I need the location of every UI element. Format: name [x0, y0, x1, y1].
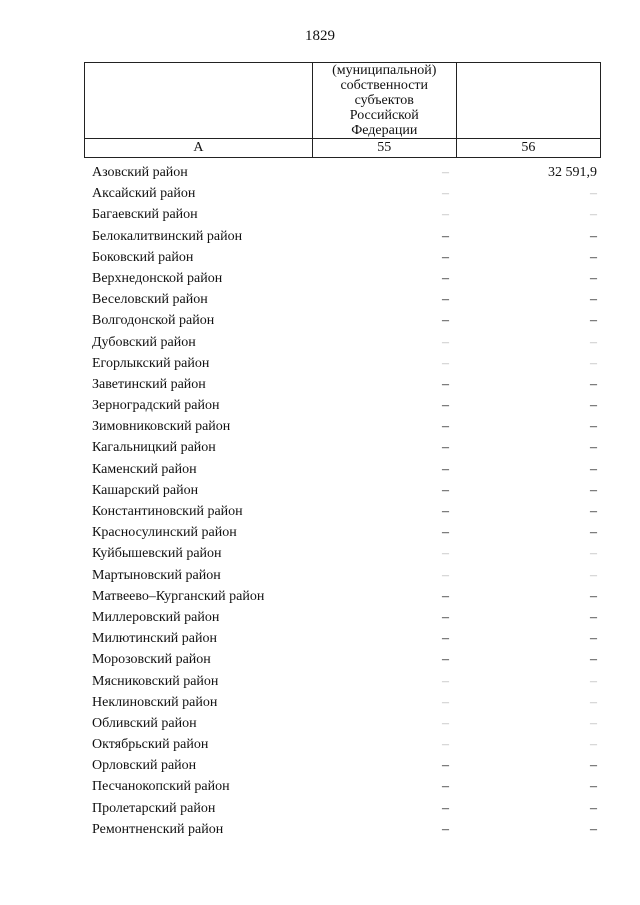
district-name: Красносулинский район: [92, 525, 237, 541]
header-desc-line: субъектов: [354, 93, 414, 108]
value-col-55: –: [442, 821, 449, 837]
district-name: Пролетарский район: [92, 800, 216, 816]
page-number: 1829: [305, 28, 335, 44]
header-col-56: 56: [456, 139, 600, 158]
district-name: Егорлыкский район: [92, 355, 210, 371]
district-name: Зимовниковский район: [92, 419, 231, 435]
value-col-56: –: [590, 631, 597, 647]
district-name: Багаевский район: [92, 207, 198, 223]
value-col-55: –: [442, 758, 449, 774]
value-col-56: –: [590, 546, 597, 562]
table-row: [84, 289, 601, 310]
value-col-55: –: [442, 525, 449, 541]
value-col-56: –: [590, 821, 597, 837]
header-cell-blank: [85, 63, 313, 139]
value-col-55: –: [442, 673, 449, 689]
district-name: Аксайский район: [92, 186, 196, 202]
table-row: [84, 353, 601, 374]
value-col-56: –: [590, 504, 597, 519]
value-col-55: –: [442, 207, 449, 223]
value-col-55: –: [442, 588, 449, 604]
district-name: Октябрьский район: [92, 737, 209, 753]
district-name: Константиновский район: [92, 504, 243, 519]
value-col-56: –: [590, 609, 597, 625]
table-row: [84, 501, 601, 522]
district-name: Мартыновский район: [92, 567, 221, 583]
value-col-56: –: [590, 270, 597, 286]
table-row: [84, 480, 601, 501]
district-name: Кагальницкий район: [92, 440, 216, 456]
value-col-55: –: [442, 482, 449, 498]
value-col-55: –: [442, 334, 449, 350]
value-col-55: –: [442, 609, 449, 625]
value-col-55: –: [442, 313, 449, 329]
table-row: [84, 226, 601, 247]
value-col-56: –: [590, 800, 597, 816]
district-name: Веселовский район: [92, 292, 208, 308]
value-col-55: –: [442, 376, 449, 392]
value-col-55: –: [442, 165, 449, 180]
table-row: [84, 798, 601, 819]
value-col-56: –: [590, 376, 597, 392]
value-col-56: –: [590, 482, 597, 498]
value-col-56: –: [590, 673, 597, 689]
table-row: [84, 755, 601, 776]
district-name: Зерноградский район: [92, 398, 220, 414]
value-col-56: –: [590, 419, 597, 435]
value-col-56: –: [590, 715, 597, 731]
table-row: [84, 416, 601, 437]
table-row: [84, 543, 601, 564]
value-col-56: –: [590, 461, 597, 477]
table-row: [84, 776, 601, 797]
district-name: Куйбышевский район: [92, 546, 222, 562]
table-row: [84, 310, 601, 331]
value-col-55: –: [442, 504, 449, 519]
table-row: [84, 607, 601, 628]
table-row: [84, 268, 601, 289]
value-col-55: –: [442, 461, 449, 477]
table-row: [84, 713, 601, 734]
value-col-55: –: [442, 419, 449, 435]
value-col-56: –: [590, 207, 597, 223]
value-col-55: –: [442, 631, 449, 647]
table-row: [84, 183, 601, 204]
district-name: Миллеровский район: [92, 609, 220, 625]
district-name: Мясниковский район: [92, 673, 219, 689]
value-col-56: –: [590, 334, 597, 350]
table-row: [84, 204, 601, 225]
value-col-55: –: [442, 694, 449, 710]
value-col-55: –: [442, 567, 449, 583]
district-name: Обливский район: [92, 715, 197, 731]
table-row: [84, 692, 601, 713]
value-col-55: –: [442, 249, 449, 265]
value-col-55: –: [442, 292, 449, 308]
district-name: Каменский район: [92, 461, 197, 477]
header-cell-empty: [456, 63, 600, 139]
district-name: Заветинский район: [92, 376, 206, 392]
district-name: Неклиновский район: [92, 694, 218, 710]
value-col-56: –: [590, 440, 597, 456]
table-row: [84, 522, 601, 543]
value-col-56: –: [590, 737, 597, 753]
table-header: [84, 62, 601, 158]
value-col-55: –: [442, 440, 449, 456]
header-col-a: А: [85, 139, 313, 158]
header-desc-line: собственности: [340, 78, 429, 93]
value-col-55: –: [442, 270, 449, 286]
table-row: [84, 649, 601, 670]
value-col-56: –: [590, 652, 597, 668]
district-name: Песчанокопский район: [92, 779, 230, 795]
table-row: [84, 671, 601, 692]
table-row: [84, 332, 601, 353]
district-name: Дубовский район: [92, 334, 196, 350]
district-name: Кашарский район: [92, 482, 199, 498]
table-row: [84, 437, 601, 458]
header-desc-line: Российской: [349, 108, 419, 123]
value-col-55: –: [442, 800, 449, 816]
value-col-56: –: [590, 292, 597, 308]
district-name: Орловский район: [92, 758, 197, 774]
value-col-55: –: [442, 652, 449, 668]
district-name: Ремонтненский район: [92, 821, 224, 837]
district-name: Верхнедонской район: [92, 270, 223, 286]
value-col-55: –: [442, 715, 449, 731]
value-col-56: –: [590, 228, 597, 244]
header-desc-line: Федерации: [351, 123, 418, 138]
header-cell-description: [312, 63, 456, 139]
value-col-55: –: [442, 546, 449, 562]
table-row: [84, 162, 601, 183]
table-body: [84, 162, 601, 840]
value-col-55: –: [442, 355, 449, 371]
table-row: [84, 819, 601, 840]
header-col-55: 55: [312, 139, 456, 158]
value-col-56: –: [590, 355, 597, 371]
table-row: [84, 565, 601, 586]
table-row: [84, 459, 601, 480]
value-col-55: –: [442, 186, 449, 202]
header-number-row: [85, 139, 601, 158]
district-name: Белокалитвинский район: [92, 228, 243, 244]
value-col-56: –: [590, 249, 597, 265]
value-col-55: –: [442, 737, 449, 753]
value-col-56: 32 591,9: [548, 165, 597, 180]
header-description-row: [85, 63, 601, 139]
district-name: Азовский район: [92, 165, 188, 180]
value-col-56: –: [590, 567, 597, 583]
table-row: [84, 586, 601, 607]
value-col-56: –: [590, 313, 597, 329]
value-col-55: –: [442, 228, 449, 244]
value-col-56: –: [590, 186, 597, 202]
value-col-56: –: [590, 694, 597, 710]
district-name: Морозовский район: [92, 652, 211, 668]
value-col-56: –: [590, 525, 597, 541]
value-col-56: –: [590, 779, 597, 795]
table-row: [84, 247, 601, 268]
district-name: Боковский район: [92, 249, 194, 265]
district-name: Матвеево–Курганский район: [92, 588, 265, 604]
table-row: [84, 628, 601, 649]
value-col-55: –: [442, 779, 449, 795]
value-col-56: –: [590, 758, 597, 774]
value-col-56: –: [590, 398, 597, 414]
table-row: [84, 734, 601, 755]
value-col-55: –: [442, 398, 449, 414]
table-row: [84, 374, 601, 395]
table-row: [84, 395, 601, 416]
district-name: Волгодонской район: [92, 313, 215, 329]
header-desc-line: (муниципальной): [332, 63, 437, 78]
district-name: Милютинский район: [92, 631, 218, 647]
value-col-56: –: [590, 588, 597, 604]
